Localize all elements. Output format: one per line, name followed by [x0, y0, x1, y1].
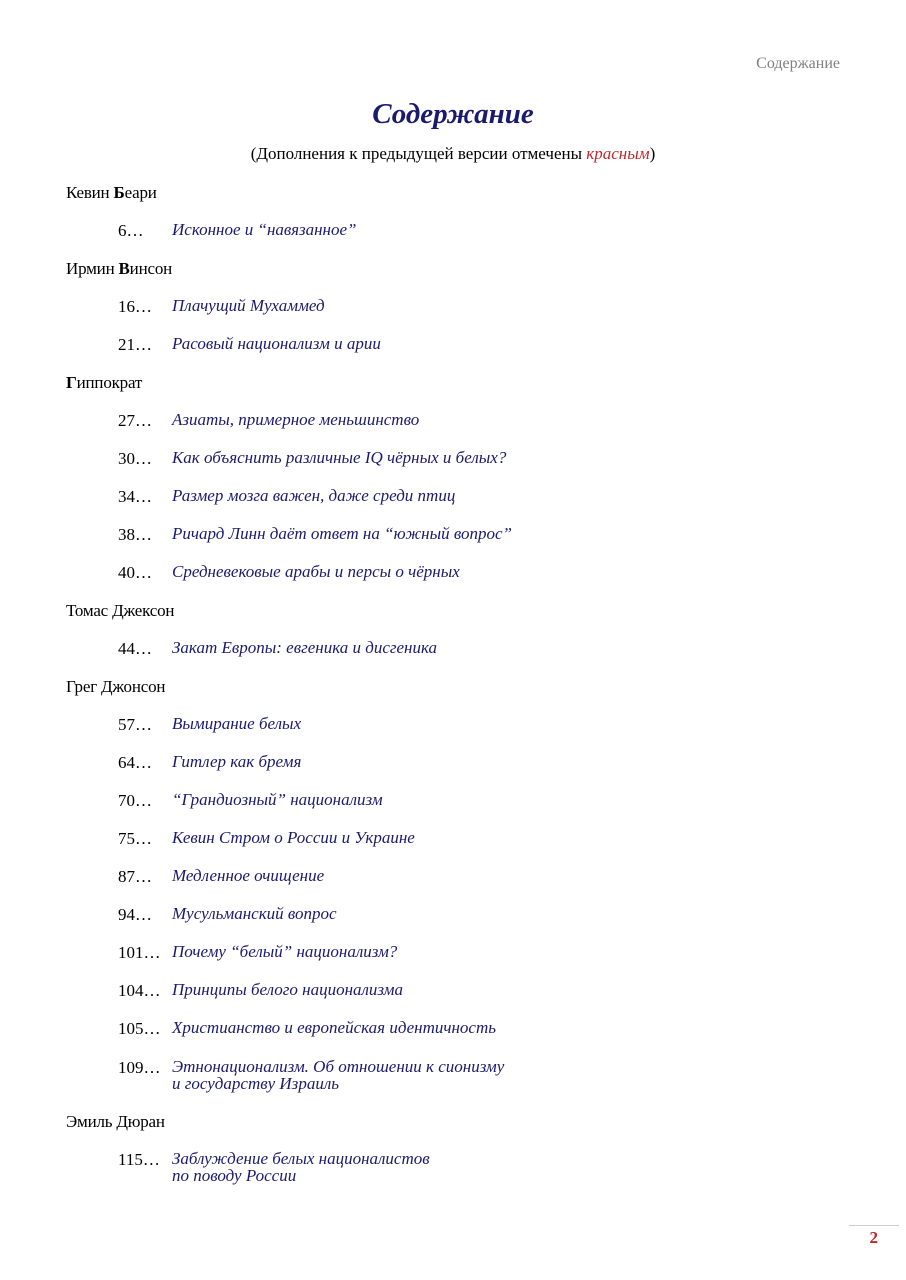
entry-page-number: 57… [118, 715, 152, 734]
entry-page-number: 27… [118, 411, 152, 430]
entry-page-number: 75… [118, 829, 152, 848]
author-name: Грег Джонсон [66, 677, 166, 696]
entry-page-number: 109… [118, 1058, 161, 1077]
entry-title[interactable]: “Грандиозный” национализм [172, 790, 383, 809]
entry-page-number: 34… [118, 487, 152, 506]
entry-title[interactable]: Закат Европы: евгеника и дисгеника [172, 638, 438, 657]
author-initial: Г [66, 373, 77, 392]
entry-page-number: 44… [118, 639, 152, 658]
entry-page-number: 16… [118, 297, 152, 316]
author-initial: В [118, 259, 130, 278]
author-name: Томас Джексон [66, 601, 175, 620]
entry-page-number: 38… [118, 525, 152, 544]
entry-title-continued[interactable]: и государству Израиль [172, 1074, 339, 1093]
subtitle [0, 144, 906, 164]
entry-page-number: 70… [118, 791, 152, 810]
entry-title[interactable]: Медленное очищение [172, 866, 325, 885]
author-initial: Б [113, 183, 125, 202]
entry-title[interactable]: Азиаты, примерное меньшинство [172, 410, 420, 429]
entry-title[interactable]: Почему “белый” национализм? [172, 942, 398, 961]
entry-title[interactable]: Исконное и “навязанное” [172, 220, 357, 239]
author-heading [66, 1112, 165, 1132]
author-name-rest: еари [124, 183, 157, 202]
entry-title[interactable]: Гитлер как бремя [172, 752, 302, 771]
entry-page-number: 115… [118, 1150, 160, 1169]
page-title: Содержание [372, 98, 534, 130]
subtitle-close: ) [649, 144, 656, 163]
running-header: Содержание [756, 55, 840, 72]
subtitle-text: (Дополнения к предыдущей версии отмечены [250, 144, 587, 163]
page-number: 2 [869, 1228, 878, 1247]
author-heading [66, 601, 174, 621]
entry-title[interactable]: Этнонационализм. Об отношении к сионизму [172, 1057, 505, 1076]
entry-page-number: 40… [118, 563, 152, 582]
entry-title[interactable]: Плачущий Мухаммед [172, 296, 325, 315]
entry-title[interactable]: Мусульманский вопрос [172, 904, 337, 923]
entry-title[interactable]: Размер мозга важен, даже среди птиц [172, 486, 456, 505]
entry-title[interactable]: Как объяснить различные IQ чёрных и белых? [172, 448, 507, 467]
author-name-rest: иппократ [76, 373, 143, 392]
entry-title[interactable]: Кевин Стром о России и Украине [172, 828, 415, 847]
author-heading [66, 259, 172, 279]
subtitle-highlight: красным [586, 144, 650, 163]
author-name-rest: инсон [129, 259, 173, 278]
author-name: Кевин [66, 183, 114, 202]
entry-page-number: 21… [118, 335, 152, 354]
entry-title[interactable]: Расовый национализм и арии [172, 334, 381, 353]
entry-page-number: 101… [118, 943, 161, 962]
entry-title[interactable]: Вымирание белых [172, 714, 302, 733]
entry-page-number: 105… [118, 1019, 161, 1038]
entry-page-number: 94… [118, 905, 152, 924]
entry-page-number: 30… [118, 449, 152, 468]
entry-page-number: 6… [118, 221, 144, 240]
entry-page-number: 64… [118, 753, 152, 772]
entry-title-continued[interactable]: по поводу России [172, 1166, 297, 1185]
footer-divider [849, 1225, 899, 1226]
author-heading [66, 373, 142, 393]
entry-title[interactable]: Христианство и европейская идентичность [172, 1018, 496, 1037]
entry-title[interactable]: Ричард Линн даёт ответ на “южный вопрос” [172, 524, 512, 543]
entry-page-number: 104… [118, 981, 161, 1000]
entry-title[interactable]: Средневековые арабы и персы о чёрных [172, 562, 460, 581]
author-name: Эмиль Дюран [66, 1112, 165, 1131]
entry-page-number: 87… [118, 867, 152, 886]
author-name: Ирмин [66, 259, 119, 278]
entry-title[interactable]: Заблуждение белых националистов [172, 1149, 430, 1168]
author-heading [66, 677, 165, 697]
author-heading [66, 183, 157, 203]
entry-title[interactable]: Принципы белого национализма [172, 980, 403, 999]
